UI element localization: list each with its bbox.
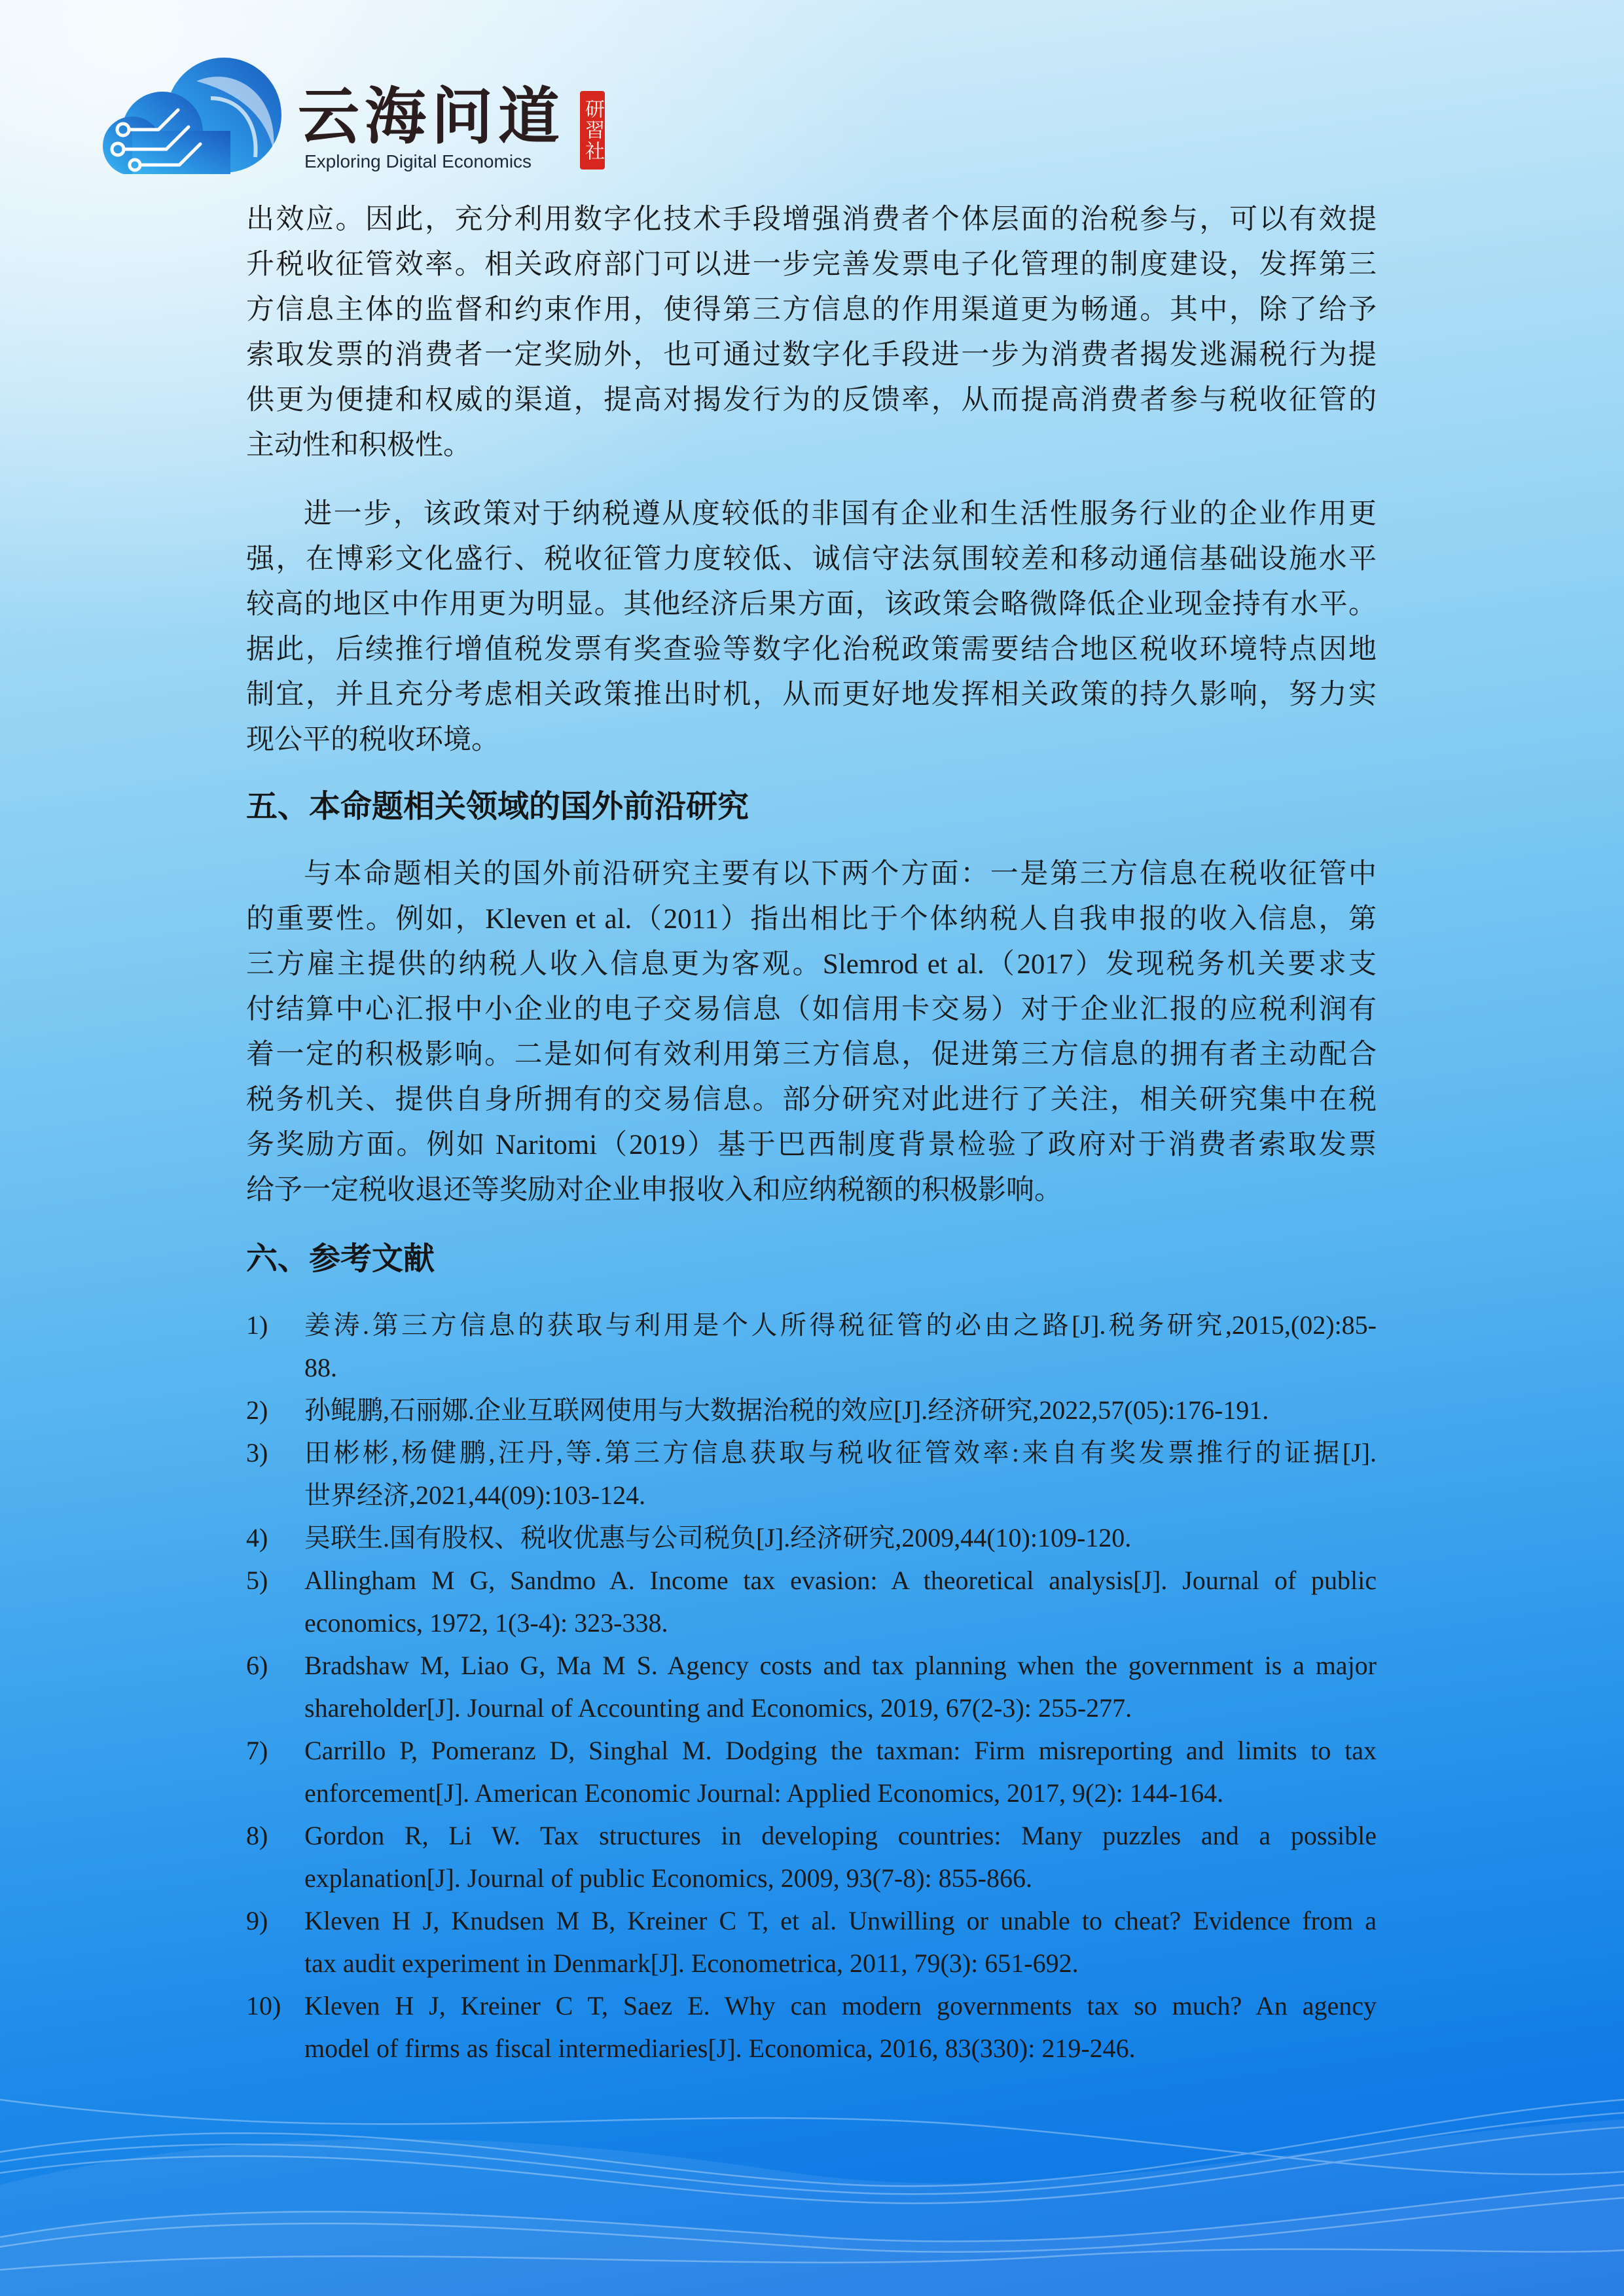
- reference-line: 田彬彬,杨健鹏,汪丹,等.第三方信息获取与税收征管效率:来自有奖发票推行的证据[J].: [304, 1438, 1377, 1467]
- text-line: 着一定的积极影响。二是如何有效利用第三方信息，促进第三方信息的拥有者主动配合: [246, 1039, 1377, 1070]
- text-line: 税务机关、提供自身所拥有的交易信息。部分研究对此进行了关注，相关研究集中在税: [246, 1085, 1377, 1115]
- text-line: 制宜，并且充分考虑相关政策推出时机，从而更好地发挥相关政策的持久影响，努力实: [246, 679, 1377, 710]
- reference-number: 10): [246, 1991, 281, 2020]
- reference-line: 孙鲲鹏,石丽娜.企业互联网使用与大数据治税的效应[J].经济研究,2022,57(05):176-191.: [304, 1395, 1269, 1425]
- reference-line: tax audit experiment in Denmark[J]. Econometrica, 2011, 79(3): 651-692.: [304, 1948, 1079, 1978]
- text-line: 给予一定税收退还等奖励对企业申报收入和应纳税额的积极影响。: [246, 1175, 1062, 1206]
- text-line: 进一步，该政策对于纳税遵从度较低的非国有企业和生活性服务行业的企业作用更: [304, 499, 1377, 529]
- text-line: 升税收征管效率。相关政府部门可以进一步完善发票电子化管理的制度建设，发挥第三: [246, 249, 1377, 280]
- reference-item: [246, 1644, 1377, 1729]
- text-line: 供更为便捷和权威的渠道，提高对揭发行为的反馈率，从而提高消费者参与税收征管的: [246, 385, 1377, 416]
- reference-number: 3): [246, 1438, 268, 1467]
- reference-item: [246, 1516, 1377, 1559]
- reference-line: Bradshaw M, Liao G, Ma M S. Agency costs and tax planning when the government is a major: [304, 1651, 1377, 1680]
- text-line: 方信息主体的监督和约束作用，使得第三方信息的作用渠道更为畅通。其中，除了给予: [246, 295, 1377, 325]
- section-heading: 五、本命题相关领域的国外前沿研究: [246, 789, 749, 824]
- reference-line: 世界经济,2021,44(09):103-124.: [304, 1480, 646, 1510]
- text-line: 索取发票的消费者一定奖励外，也可通过数字化手段进一步为消费者揭发逃漏税行为提: [246, 340, 1377, 370]
- reference-line: 吴联生.国有股权、税收优惠与公司税负[J].经济研究,2009,44(10):109-120.: [304, 1523, 1132, 1552]
- reference-item: [246, 1899, 1377, 1984]
- text-line: 据此，后续推行增值税发票有奖查验等数字化治税政策需要结合地区税收环境特点因地: [246, 634, 1377, 665]
- reference-item: [246, 1431, 1377, 1516]
- text-line: 付结算中心汇报中小企业的电子交易信息（如信用卡交易）对于企业汇报的应税利润有: [246, 994, 1377, 1025]
- reference-item: [246, 1304, 1377, 1389]
- reference-item: [246, 1559, 1377, 1644]
- reference-number: 6): [246, 1651, 268, 1680]
- reference-item: [246, 1389, 1377, 1431]
- reference-line: Kleven H J, Kreiner C T, Saez E. Why can modern governments tax so much? An agency: [304, 1991, 1377, 2020]
- reference-line: model of firms as fiscal intermediaries[J]. Economica, 2016, 83(330): 219-246.: [304, 2034, 1136, 2063]
- reference-line: shareholder[J]. Journal of Accounting and Economics, 2019, 67(2-3): 255-277.: [304, 1693, 1132, 1723]
- reference-line: enforcement[J]. American Economic Journal: Applied Economics, 2017, 9(2): 144-164.: [304, 1778, 1224, 1808]
- seal-text: 研習社: [581, 99, 604, 162]
- reference-number: 5): [246, 1566, 268, 1595]
- text-line: 的重要性。例如，Kleven et al.（2011）指出相比于个体纳税人自我申报的收入信息，第: [246, 904, 1377, 935]
- text-line: 主动性和积极性。: [246, 430, 471, 461]
- reference-item: [246, 1814, 1377, 1899]
- reference-line: Allingham M G, Sandmo A. Income tax evasion: A theoretical analysis[J]. Journal of public: [304, 1566, 1377, 1595]
- reference-line: Carrillo P, Pomeranz D, Singhal M. Dodging the taxman: Firm misreporting and limits to tax: [304, 1736, 1377, 1765]
- section-heading: 六、参考文献: [246, 1242, 435, 1276]
- logo-seal: [580, 91, 605, 170]
- reference-line: Kleven H J, Knudsen M B, Kreiner C T, et al. Unwilling or unable to cheat? Evidence from a: [304, 1906, 1377, 1935]
- reference-line: explanation[J]. Journal of public Economics, 2009, 93(7-8): 855-866.: [304, 1863, 1032, 1893]
- paragraph: [246, 492, 1377, 762]
- text-line: 与本命题相关的国外前沿研究主要有以下两个方面：一是第三方信息在税收征管中: [304, 859, 1377, 889]
- paragraph: [246, 852, 1377, 1213]
- reference-item: [246, 1729, 1377, 1814]
- reference-line: 姜涛.第三方信息的获取与利用是个人所得税征管的必由之路[J].税务研究,2015,(02):85-: [304, 1310, 1377, 1340]
- text-line: 三方雇主提供的纳税人收入信息更为客观。Slemrod et al.（2017）发现税务机关要求支: [246, 949, 1377, 980]
- cloud-circuit-icon: [98, 52, 288, 180]
- reference-line: 88.: [304, 1353, 337, 1382]
- text-line: 强，在博彩文化盛行、税收征管力度较低、诚信守法氛围较差和移动通信基础设施水平: [246, 544, 1377, 575]
- document-body: [246, 197, 1377, 2070]
- decorative-waves: [0, 2021, 1624, 2296]
- logo-subtitle: Exploring Digital Economics: [304, 151, 532, 171]
- paragraph: [246, 197, 1377, 468]
- reference-number: 8): [246, 1821, 268, 1850]
- text-line: 现公平的税收环境。: [246, 725, 499, 755]
- reference-number: 2): [246, 1395, 268, 1425]
- reference-number: 1): [246, 1310, 268, 1340]
- reference-list: [246, 1304, 1377, 2070]
- text-line: 较高的地区中作用更为明显。其他经济后果方面，该政策会略微降低企业现金持有水平。: [246, 589, 1377, 620]
- reference-number: 9): [246, 1906, 268, 1935]
- reference-number: 7): [246, 1736, 268, 1765]
- text-line: 务奖励方面。例如 Naritomi（2019）基于巴西制度背景检验了政府对于消费者索取发票: [246, 1130, 1377, 1160]
- cloud-shape: [103, 58, 281, 177]
- text-line: 出效应。因此，充分利用数字化技术手段增强消费者个体层面的治税参与，可以有效提: [246, 204, 1377, 235]
- reference-number: 4): [246, 1523, 268, 1552]
- reference-line: economics, 1972, 1(3-4): 323-338.: [304, 1608, 668, 1638]
- logo-title: 云海问道: [298, 81, 566, 152]
- reference-line: Gordon R, Li W. Tax structures in developing countries: Many puzzles and a possible: [304, 1821, 1377, 1850]
